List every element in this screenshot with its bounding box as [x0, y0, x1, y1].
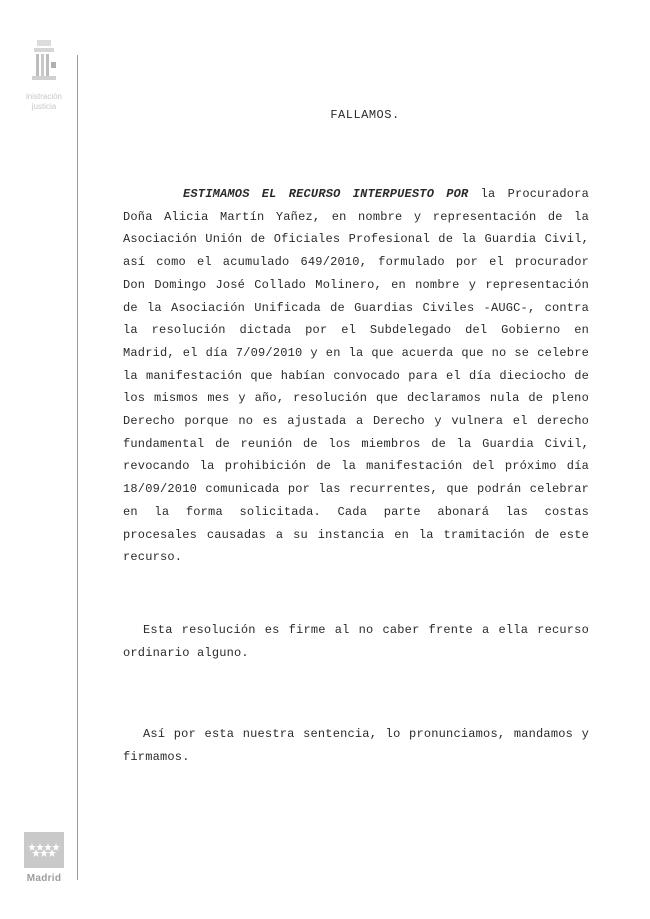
- coat-of-arms-icon: [26, 38, 62, 86]
- finality-paragraph: Esta resolución es firme al no caber frente a ella recurso ordinario alguno.: [123, 623, 589, 660]
- madrid-logo: [22, 832, 66, 884]
- logo-caption: inistración justicia: [25, 92, 62, 111]
- ruling-lead: ESTIMAMOS EL RECURSO INTERPUESTO POR: [183, 187, 469, 201]
- ruling-body: la Procuradora Doña Alicia Martín Yañez, en nombre y representación de la Asociación Unión de Oficiales Profesional de la Guardia Civil, así como el acumulado 649/2010, formulado por el procurador Don Domingo José Collado Molinero, en nombre y representación de la Asociación Unificada de Guardias Civiles -AUGC-, contra la resolución dictada por el Subdelegado del Gobierno en Madrid, el día 7/09/2010 y en la que acuerda que no se celebre la manifestación que habían convocado para el día dieciocho de los mismos mes y año, resolución que declaramos nula de pleno Derecho porque no es ajustada a Derecho y vulnera el derecho fundamental de reunión de los miembros de la Guardia Civil, revocando la prohibición de la manifestación del próximo día 18/09/2010 comunicada por las recurrentes, que podrán celebrar en la forma solicitada. Cada parte abonará las costas procesales causadas a su instancia en la tramitación de este recurso.: [123, 187, 589, 565]
- margin-rule: [77, 55, 78, 880]
- ruling-paragraph: [123, 183, 589, 569]
- ruling-heading: FALLAMOS.: [330, 108, 400, 122]
- madrid-stars-icon: [24, 832, 64, 868]
- closing-paragraph: Así por esta nuestra sentencia, lo pronunciamos, mandamos y firmamos.: [123, 727, 589, 764]
- madrid-label: Madrid: [26, 873, 62, 884]
